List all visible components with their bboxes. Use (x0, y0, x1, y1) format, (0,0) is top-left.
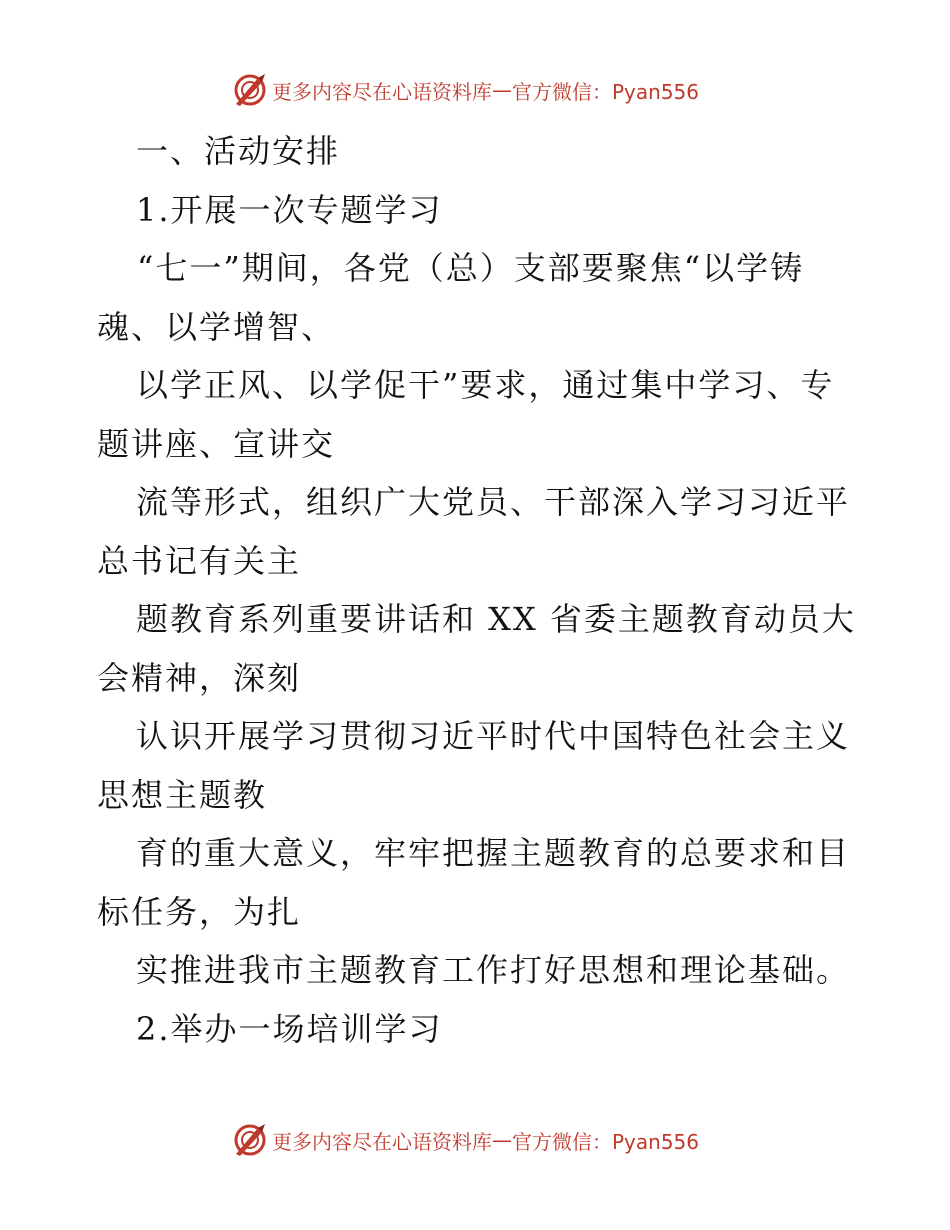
banner-brand-text: 更多内容尽在心语资料库 (272, 1129, 492, 1154)
banner-wechat-text: 官方微信：Pyan556 (512, 1129, 700, 1154)
banner-wechat-text: 官方微信：Pyan556 (512, 79, 700, 104)
paragraph-line: 魂、以学增智、 (97, 307, 336, 346)
paragraph-line: 实推进我市主题教育工作打好思想和理论基础。 (136, 951, 851, 989)
banner-brand-text: 更多内容尽在心语资料库 (272, 79, 492, 104)
subsection-heading: 1.开展一次专题学习 (136, 190, 443, 229)
paragraph-line: 题讲座、宣讲交 (97, 424, 336, 463)
paragraph-line: “七一”期间，各党（总）支部要聚焦“以学铸 (137, 249, 805, 287)
footer-banner (232, 1120, 699, 1160)
banner-separator: — (492, 1128, 512, 1152)
paragraph-line: 题教育系列重要讲话和 XX 省委主题教育动员大 (136, 600, 856, 638)
paragraph-line: 育的重大意义，牢牢把握主题教育的总要求和目 (136, 834, 851, 872)
header-banner (232, 70, 699, 110)
document-body (97, 122, 857, 1058)
paragraph-line: 以学正风、以学促干”要求，通过集中学习、专 (136, 366, 835, 404)
banner-separator: — (492, 78, 512, 102)
paragraph-line: 认识开展学习贯彻习近平时代中国特色社会主义 (136, 717, 851, 755)
quill-pen-logo-icon (232, 72, 268, 108)
paragraph-line: 会精神，深刻 (97, 658, 302, 697)
paragraph-line: 思想主题教 (97, 775, 268, 814)
section-heading: 一、活动安排 (136, 132, 341, 170)
paragraph-line: 流等形式，组织广大党员、干部深入学习习近平 (136, 483, 851, 521)
paragraph-line: 总书记有关主 (97, 541, 302, 580)
quill-pen-logo-icon (232, 1122, 268, 1158)
paragraph-line: 标任务，为扎 (97, 892, 302, 931)
subsection-heading: 2.举办一场培训学习 (136, 1009, 443, 1048)
